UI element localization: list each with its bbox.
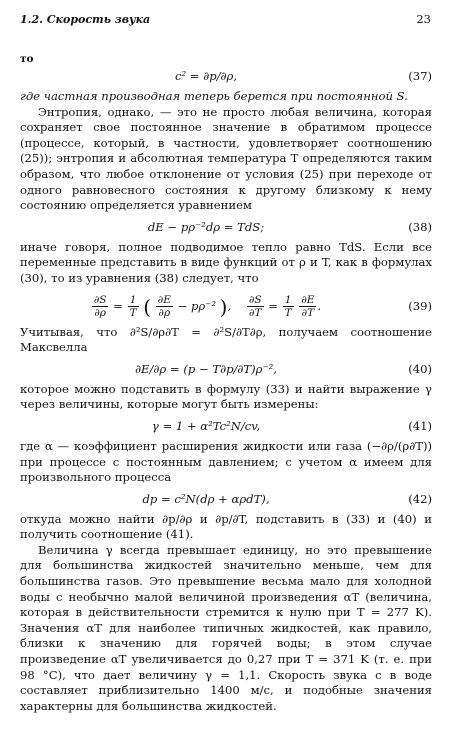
paragraph-substitute: откуда можно найти ∂p/∂ρ и ∂p/∂T, подставить в (33) и (40) и получить соотношение (41).	[20, 511, 432, 542]
paragraph-heat: иначе говоря, полное подводимое тепло равно TdS. Если все переменные представить в виде функций от ρ и T, как в формулах (30), то из уравнения (38) следует, что	[20, 239, 432, 285]
paragraph-partial-derivative: где частная производная теперь берется при постоянной S.	[20, 89, 408, 103]
equation-40-formula: ∂E/∂ρ = (p − T∂p/∂T)ρ⁻²,	[135, 361, 277, 376]
equation-40-number: (40)	[408, 361, 432, 376]
equation-40	[20, 356, 432, 382]
frac-dS-drho: $\frac{\partial S}{\partial\rho}$	[93, 294, 107, 320]
equation-42-formula: dp = c²N(dρ + αρdT),	[142, 491, 270, 506]
frac-dE-drho: $\frac{\partial E}{\partial\rho}$	[157, 294, 171, 320]
equation-42-number: (42)	[408, 491, 432, 506]
frac-dE-dT: $\frac{\partial E}{\partial T}$	[301, 294, 315, 320]
page-number: 23	[416, 12, 431, 26]
equation-37-number: (37)	[408, 69, 432, 83]
equation-37	[20, 63, 432, 89]
left-paren: (	[143, 294, 152, 319]
paragraph-alpha: где α — коэффициент расширения жидкости или газа (−∂ρ/(ρ∂T)) при процессе с постоянным давлением; с учетом α имеем для произвольного процесса	[20, 438, 432, 485]
equation-37-formula: c² = ∂p/∂ρ,	[174, 69, 238, 83]
paragraph-gamma: которое можно подставить в формулу (33) и найти выражение γ через величины, которые могут быть измерены:	[20, 381, 432, 412]
page-header	[20, 12, 431, 30]
equation-38-number: (38)	[408, 219, 432, 234]
equation-39-formula: $\frac{\partial S}{\partial\rho}$ = $\frac{1}{T}$ ( $\frac{\partial E}{\partial\rho}$ − pρ⁻² ), $\frac{\partial S}{\partial T}$ = $\frac{1}{T}$ $\frac{\partial E}{\partial T}$ .	[93, 294, 322, 320]
frac-dS-dT: $\frac{\partial S}{\partial T}$	[248, 294, 262, 320]
word-to: то	[20, 53, 34, 65]
frac-one-over-T: $\frac{1}{T}$	[129, 294, 137, 320]
equation-41-formula: γ = 1 + α²Tc²N/cv,	[151, 418, 261, 433]
equation-39-number: (39)	[408, 298, 432, 313]
paragraph-gamma-values: Величина γ всегда превышает единицу, но это превышение для большинства жидкостей значительно меньше, чем для большинства газов. Это превышение весьма мало для холодной воды с необычно малой величиной произведения αT (величина, которая в действительности стремится к нулю при T = 277 K). Значения αT для наиболее типичных жидкостей, как правило, близки к значению для горячей воды; в этом случае произведение αT увеличивается до 0,27 при T = 371 K (т. е. при 98 °C), что дает величину γ = 1,1. Скорость звука c в воде составляет приблизительно 1400 м/с, и подобные значения характерны для большинства жидкостей.	[20, 542, 432, 713]
equation-41-number: (41)	[408, 418, 432, 433]
equation-38	[20, 214, 432, 240]
equation-38-formula: dE − pρ⁻²dρ = TdS;	[147, 219, 265, 234]
paragraph-entropy: Энтропия, однако, — это не просто любая величина, которая сохраняет свое постоянное значение в обратимом процессе (процессе, который, в частности, удовлетворяет соотношению (25)); энтропия и абсолютная температура T определяются таким образом, что любое отклонение от условия (25) при переходе от одного равновесного состояния к другому близкому к нему состоянию определяется уравнением	[20, 104, 432, 213]
right-paren: )	[219, 294, 228, 319]
equation-41	[20, 413, 432, 439]
page-body	[20, 55, 432, 714]
equation-39	[20, 287, 432, 325]
paragraph-maxwell: Учитывая, что ∂²S/∂ρ∂T = ∂²S/∂T∂ρ, получаем соотношение Максвелла	[20, 324, 432, 355]
frac-one-over-T-2: $\frac{1}{T}$	[284, 294, 292, 320]
eq39-pressure-term: − pρ⁻²	[177, 298, 216, 313]
running-head: 1.2. Скорость звука	[20, 13, 151, 26]
equation-42	[20, 486, 432, 512]
